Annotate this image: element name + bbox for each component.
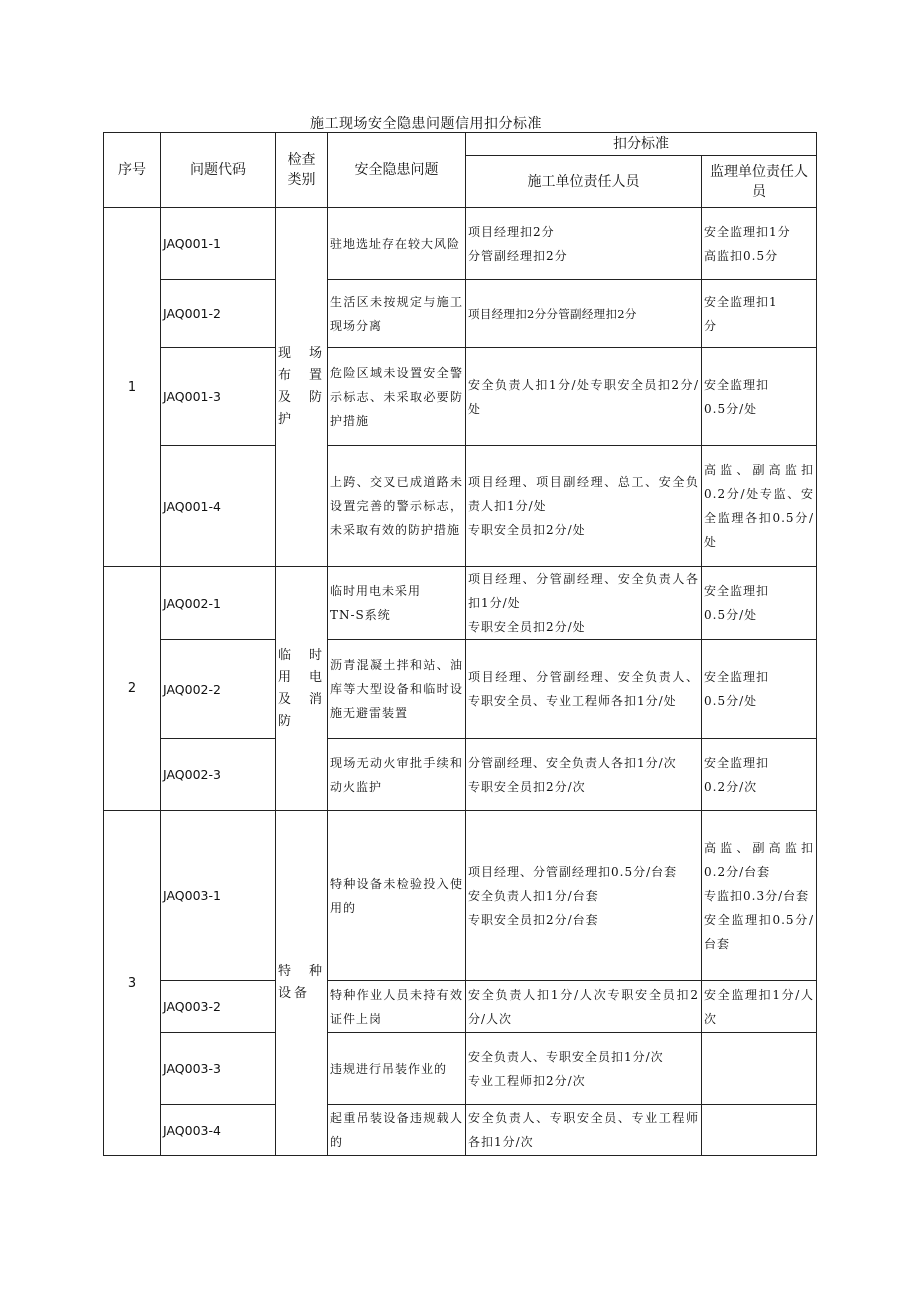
code-cell: JAQ001-4 [161, 446, 276, 567]
problem-cell: 特种作业人员未持有效证件上岗 [328, 981, 466, 1033]
supervisor-cell: 安全监理扣 0.5分/处 [702, 640, 817, 739]
header-deduction: 扣分标准 [466, 133, 817, 156]
supervisor-cell: 高监、副高监扣0.2分/处专监、安全监理各扣0.5分/处 [702, 446, 817, 567]
contractor-cell: 安全负责人、专职安全员扣1分/次 专业工程师扣2分/次 [466, 1033, 702, 1105]
contractor-cell: 安全负责人扣1分/处专职安全员扣2分/处 [466, 348, 702, 446]
table-row [104, 811, 817, 981]
table-row [104, 739, 817, 811]
problem-cell: 危险区域未设置安全警示标志、未采取必要防护措施 [328, 348, 466, 446]
code-cell: JAQ003-3 [161, 1033, 276, 1105]
table-row [104, 981, 817, 1033]
table-row [104, 446, 817, 567]
table-row [104, 1033, 817, 1105]
code-cell: JAQ001-2 [161, 280, 276, 348]
supervisor-cell [702, 1105, 817, 1156]
table-row [104, 348, 817, 446]
header-problem: 安全隐患问题 [328, 133, 466, 208]
category-cell: 临时用电及消防 [276, 567, 328, 811]
contractor-cell: 项目经理扣2分分管副经理扣2分 [466, 280, 702, 348]
code-cell: JAQ003-1 [161, 811, 276, 981]
problem-cell: 起重吊装设备违规载人的 [328, 1105, 466, 1156]
problem-cell: 生活区未按规定与施工现场分离 [328, 280, 466, 348]
supervisor-cell: 安全监理扣1 分 [702, 280, 817, 348]
deduction-table [103, 132, 817, 1156]
header-contractor: 施工单位责任人员 [466, 156, 702, 208]
table-row [104, 567, 817, 640]
problem-cell: 驻地选址存在较大风险 [328, 208, 466, 280]
contractor-cell: 安全负责人、专职安全员、专业工程师各扣1分/次 [466, 1105, 702, 1156]
problem-cell: 现场无动火审批手续和动火监护 [328, 739, 466, 811]
contractor-cell: 项目经理、分管副经理扣0.5分/台套 安全负责人扣1分/台套 专职安全员扣2分/台套 [466, 811, 702, 981]
problem-cell: 临时用电未采用 TN-S系统 [328, 567, 466, 640]
supervisor-cell: 安全监理扣 0.2分/次 [702, 739, 817, 811]
contractor-cell: 项目经理扣2分 分管副经理扣2分 [466, 208, 702, 280]
code-cell: JAQ003-4 [161, 1105, 276, 1156]
table-row [104, 280, 817, 348]
page-title: 施工现场安全隐患问题信用扣分标准 [310, 116, 542, 132]
code-cell: JAQ002-2 [161, 640, 276, 739]
header-category: 检查类别 [276, 133, 328, 208]
code-cell: JAQ002-1 [161, 567, 276, 640]
contractor-cell: 安全负责人扣1分/人次专职安全员扣2分/人次 [466, 981, 702, 1033]
code-cell: JAQ001-1 [161, 208, 276, 280]
table-row [104, 640, 817, 739]
supervisor-cell: 高监、副高监扣0.2分/台套 专监扣0.3分/台套 安全监理扣0.5分/台套 [702, 811, 817, 981]
supervisor-cell: 安全监理扣 0.5分/处 [702, 567, 817, 640]
seq-cell: 1 [104, 208, 161, 567]
table-row [104, 1105, 817, 1156]
problem-cell: 上跨、交叉已成道路未设置完善的警示标志，未采取有效的防护措施 [328, 446, 466, 567]
header-seq: 序号 [104, 133, 161, 208]
header-supervisor: 监理单位责任人员 [702, 156, 817, 208]
contractor-cell: 项目经理、分管副经理、安全负责人、专职安全员、专业工程师各扣1分/处 [466, 640, 702, 739]
code-cell: JAQ003-2 [161, 981, 276, 1033]
supervisor-cell: 安全监理扣 0.5分/处 [702, 348, 817, 446]
category-cell: 现场布置及防护 [276, 208, 328, 567]
table-row [104, 208, 817, 280]
contractor-cell: 分管副经理、安全负责人各扣1分/次 专职安全员扣2分/次 [466, 739, 702, 811]
problem-cell: 特种设备未检验投入使用的 [328, 811, 466, 981]
supervisor-cell: 安全监理扣1分/人次 [702, 981, 817, 1033]
supervisor-cell [702, 1033, 817, 1105]
problem-cell: 沥青混凝土拌和站、油库等大型设备和临时设施无避雷装置 [328, 640, 466, 739]
seq-cell: 2 [104, 567, 161, 811]
header-code: 问题代码 [161, 133, 276, 208]
code-cell: JAQ001-3 [161, 348, 276, 446]
seq-cell: 3 [104, 811, 161, 1156]
contractor-cell: 项目经理、项目副经理、总工、安全负责人扣1分/处 专职安全员扣2分/处 [466, 446, 702, 567]
supervisor-cell: 安全监理扣1分 高监扣0.5分 [702, 208, 817, 280]
contractor-cell: 项目经理、分管副经理、安全负责人各扣1分/处 专职安全员扣2分/处 [466, 567, 702, 640]
problem-cell: 违规进行吊装作业的 [328, 1033, 466, 1105]
category-cell: 特种设备 [276, 811, 328, 1156]
code-cell: JAQ002-3 [161, 739, 276, 811]
